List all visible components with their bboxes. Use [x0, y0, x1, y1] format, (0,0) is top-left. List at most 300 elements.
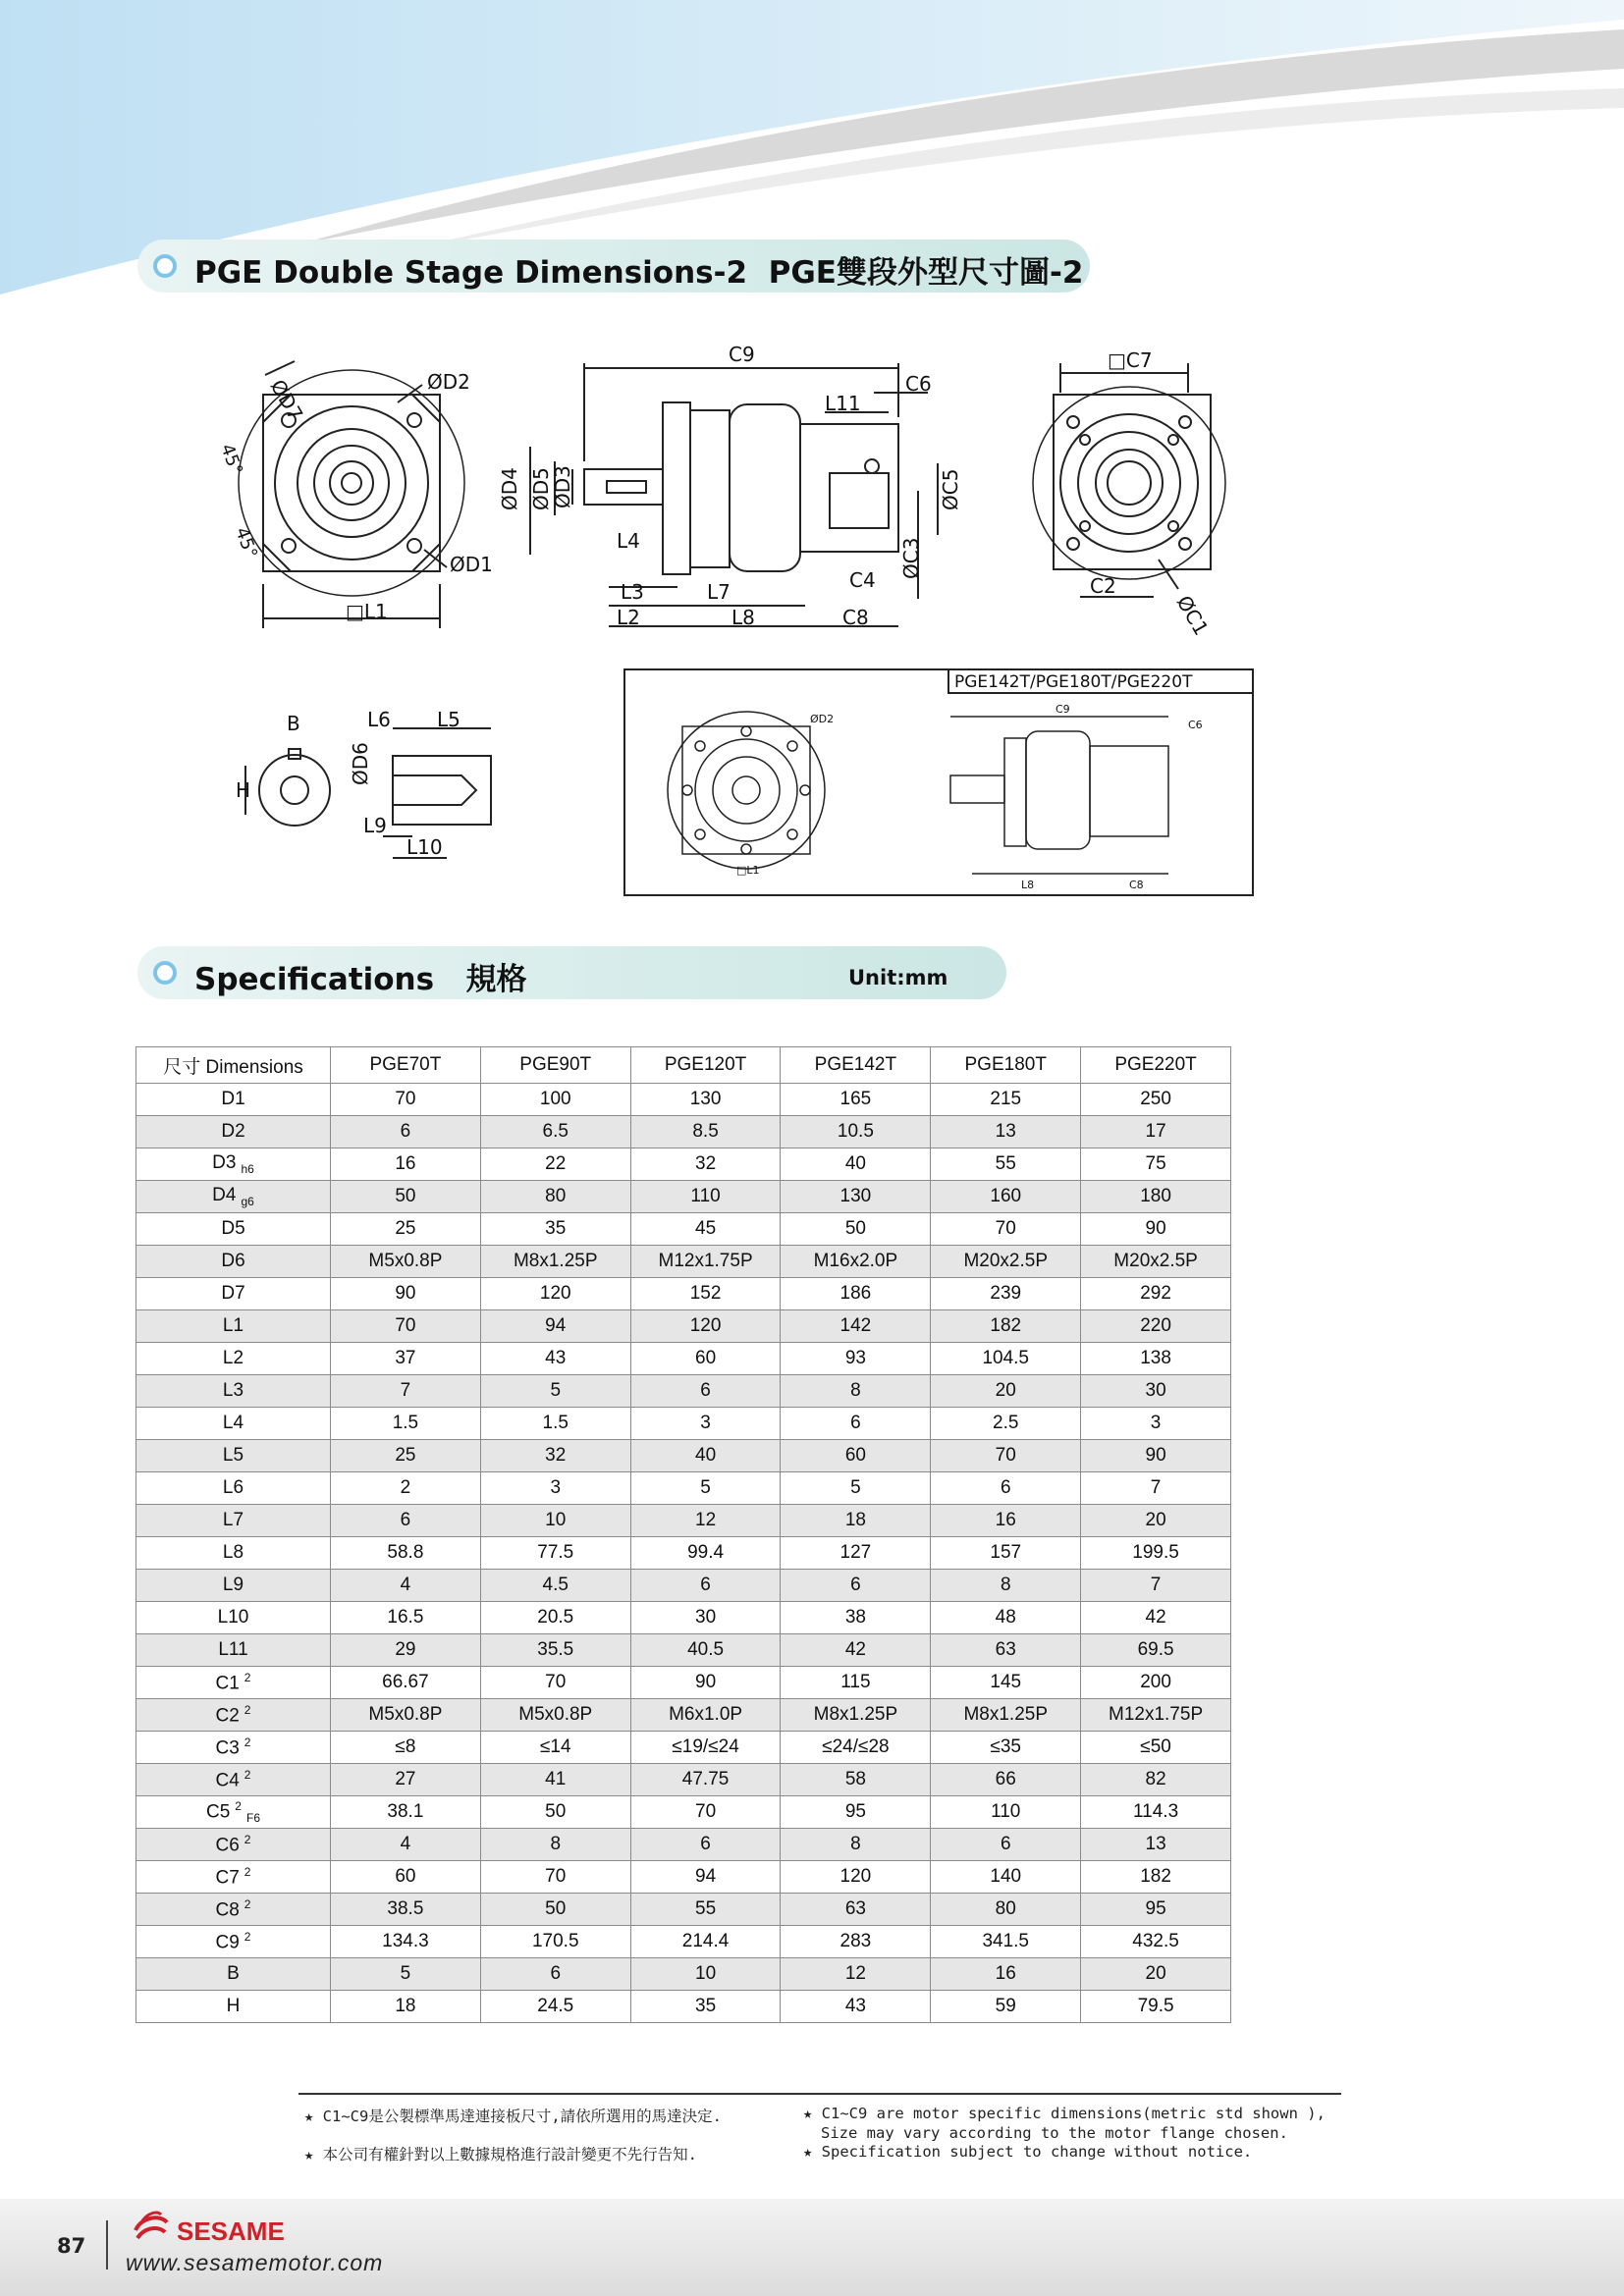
value-cell: 50	[781, 1213, 931, 1246]
value-cell: ≤19/≤24	[630, 1732, 781, 1764]
note-en-1: ★ C1~C9 are motor specific dimensions(metric std shown ),	[803, 2105, 1326, 2122]
table-row	[136, 1894, 1231, 1926]
value-cell: 110	[630, 1181, 781, 1213]
table-row	[136, 1148, 1231, 1181]
column-header-model: PGE120T	[630, 1047, 781, 1084]
value-cell: 94	[480, 1310, 630, 1343]
table-row	[136, 1991, 1231, 2023]
specifications-title-zh: 規格	[465, 962, 527, 997]
dimension-name: H	[226, 1996, 241, 2016]
value-cell: 5	[630, 1472, 781, 1505]
label-c6: C6	[905, 372, 932, 396]
notes-divider	[298, 2093, 1341, 2095]
table-header-row	[136, 1047, 1231, 1084]
dimension-name: L7	[222, 1510, 244, 1530]
note-zh-1: ★ C1~C9是公製標準馬達連接板尺寸,請依所選用的馬達決定.	[304, 2108, 722, 2125]
value-cell: 70	[331, 1084, 481, 1116]
value-cell: 90	[1081, 1213, 1231, 1246]
column-header-model: PGE220T	[1081, 1047, 1231, 1084]
dimension-note: 2	[244, 1929, 251, 1944]
value-cell: 199.5	[1081, 1537, 1231, 1570]
page-number: 87	[57, 2234, 86, 2258]
value-cell: 93	[781, 1343, 931, 1375]
value-cell: 70	[931, 1213, 1081, 1246]
dimension-name-cell	[136, 1796, 331, 1829]
value-cell: 58	[781, 1764, 931, 1796]
brand-name: SESAME	[177, 2216, 285, 2246]
value-cell: 130	[630, 1084, 781, 1116]
specifications-title	[194, 954, 526, 998]
value-cell: ≤8	[331, 1732, 481, 1764]
label-l1: □L1	[346, 600, 388, 623]
dimension-name-cell	[136, 1570, 331, 1602]
value-cell: 7	[331, 1375, 481, 1408]
value-cell: 114.3	[1081, 1796, 1231, 1829]
value-cell: 50	[331, 1181, 481, 1213]
value-cell: 6	[480, 1958, 630, 1991]
value-cell: M12x1.75P	[1081, 1699, 1231, 1732]
value-cell: M5x0.8P	[331, 1246, 481, 1278]
label-d4: ØD4	[498, 467, 521, 510]
dimension-name-cell	[136, 1958, 331, 1991]
value-cell: 100	[480, 1084, 630, 1116]
table-row	[136, 1732, 1231, 1764]
value-cell: 32	[480, 1440, 630, 1472]
value-cell: 8	[480, 1829, 630, 1861]
value-cell: 60	[781, 1440, 931, 1472]
value-cell: 6	[331, 1116, 481, 1148]
value-cell: 82	[1081, 1764, 1231, 1796]
dimension-name: D6	[221, 1251, 245, 1271]
value-cell: 4.5	[480, 1570, 630, 1602]
dimension-note: 2	[244, 1767, 251, 1782]
value-cell: 4	[331, 1829, 481, 1861]
value-cell: M8x1.25P	[781, 1699, 931, 1732]
table-row	[136, 1861, 1231, 1894]
label-c2: C2	[1090, 574, 1116, 598]
dimension-name: L8	[222, 1542, 244, 1563]
dimension-name: C5	[206, 1801, 231, 1823]
dimension-name: L5	[222, 1445, 244, 1466]
dimension-name-cell	[136, 1764, 331, 1796]
dimension-name-cell	[136, 1084, 331, 1116]
dimension-note: 2	[244, 1832, 251, 1846]
dimension-name-cell	[136, 1829, 331, 1861]
value-cell: ≤14	[480, 1732, 630, 1764]
value-cell: 165	[781, 1084, 931, 1116]
dimension-tolerance: F6	[245, 1811, 260, 1826]
dimension-name: C8	[215, 1899, 240, 1921]
value-cell: 20	[1081, 1958, 1231, 1991]
footer-background	[0, 2199, 1624, 2296]
table-row	[136, 1246, 1231, 1278]
dimension-name: L3	[222, 1380, 244, 1401]
dimension-name-cell	[136, 1246, 331, 1278]
value-cell: 8	[781, 1375, 931, 1408]
label-d5: ØD5	[529, 467, 553, 510]
value-cell: 63	[781, 1894, 931, 1926]
inset-label-c9: C9	[1056, 703, 1070, 716]
dimension-name: L4	[222, 1413, 244, 1433]
value-cell: 90	[331, 1278, 481, 1310]
value-cell: 115	[781, 1667, 931, 1699]
value-cell: 94	[630, 1861, 781, 1894]
value-cell: ≤35	[931, 1732, 1081, 1764]
value-cell: 27	[331, 1764, 481, 1796]
dimension-note: 2	[244, 1702, 251, 1717]
dimensions-title	[194, 247, 1083, 292]
value-cell: 6	[630, 1570, 781, 1602]
value-cell: 35	[480, 1213, 630, 1246]
value-cell: 200	[1081, 1667, 1231, 1699]
dimension-name-cell	[136, 1991, 331, 2023]
value-cell: 7	[1081, 1570, 1231, 1602]
dimension-note: 2	[244, 1864, 251, 1879]
label-l2: L2	[617, 606, 640, 629]
note-en-2: ★ Specification subject to change without notice.	[803, 2143, 1253, 2161]
front-view	[239, 361, 464, 628]
table-row	[136, 1537, 1231, 1570]
value-cell: 48	[931, 1602, 1081, 1634]
table-row	[136, 1796, 1231, 1829]
table-row	[136, 1958, 1231, 1991]
table-row	[136, 1505, 1231, 1537]
value-cell: 12	[781, 1958, 931, 1991]
dimension-note: 2	[235, 1798, 242, 1813]
value-cell: 90	[630, 1667, 781, 1699]
value-cell: 120	[781, 1861, 931, 1894]
note-en-1b: Size may vary according to the motor flange chosen.	[821, 2124, 1288, 2142]
table-row	[136, 1343, 1231, 1375]
value-cell: 40.5	[630, 1634, 781, 1667]
dimension-name-cell	[136, 1408, 331, 1440]
dimension-name: L6	[222, 1477, 244, 1498]
value-cell: 160	[931, 1181, 1081, 1213]
value-cell: 239	[931, 1278, 1081, 1310]
dimension-note: 2	[244, 1896, 251, 1911]
value-cell: 6	[630, 1375, 781, 1408]
dimension-name: C9	[215, 1932, 240, 1953]
value-cell: 25	[331, 1440, 481, 1472]
value-cell: 60	[630, 1343, 781, 1375]
label-d2: ØD2	[427, 370, 470, 394]
side-view	[530, 363, 938, 626]
dimension-name: C7	[215, 1867, 240, 1889]
table-row	[136, 1375, 1231, 1408]
value-cell: 37	[331, 1343, 481, 1375]
value-cell: 70	[480, 1861, 630, 1894]
value-cell: 66.67	[331, 1667, 481, 1699]
value-cell: 30	[630, 1602, 781, 1634]
value-cell: 22	[480, 1148, 630, 1181]
dimension-name: B	[227, 1963, 240, 1984]
table-row	[136, 1213, 1231, 1246]
value-cell: 43	[480, 1343, 630, 1375]
inset-drawing	[624, 669, 1253, 895]
dimension-name: L1	[222, 1315, 244, 1336]
value-cell: 66	[931, 1764, 1081, 1796]
dimension-name-cell	[136, 1343, 331, 1375]
value-cell: ≤24/≤28	[781, 1732, 931, 1764]
label-c8: C8	[842, 606, 869, 629]
value-cell: 40	[781, 1148, 931, 1181]
dimension-name: D2	[221, 1121, 245, 1142]
value-cell: 6.5	[480, 1116, 630, 1148]
label-c9: C9	[729, 343, 755, 366]
dimension-name: D1	[221, 1089, 245, 1109]
value-cell: 8	[781, 1829, 931, 1861]
dimension-name: C6	[215, 1835, 240, 1856]
value-cell: 4	[331, 1570, 481, 1602]
value-cell: 8	[931, 1570, 1081, 1602]
value-cell: 220	[1081, 1310, 1231, 1343]
value-cell: 120	[480, 1278, 630, 1310]
value-cell: 6	[931, 1829, 1081, 1861]
value-cell: 42	[781, 1634, 931, 1667]
footer-separator	[106, 2220, 108, 2269]
label-45-a: 45°	[216, 441, 246, 478]
dimension-name-cell	[136, 1861, 331, 1894]
label-c1: ØC1	[1171, 591, 1214, 640]
label-c3: ØC3	[899, 537, 923, 579]
inset-label-c6: C6	[1188, 719, 1203, 731]
value-cell: 157	[931, 1537, 1081, 1570]
value-cell: 6	[630, 1829, 781, 1861]
value-cell: 95	[781, 1796, 931, 1829]
table-row	[136, 1116, 1231, 1148]
table-row	[136, 1634, 1231, 1667]
dimension-name-cell	[136, 1181, 331, 1213]
value-cell: 142	[781, 1310, 931, 1343]
value-cell: M8x1.25P	[480, 1246, 630, 1278]
inset-label-l8: L8	[1021, 879, 1035, 891]
dimension-name-cell	[136, 1472, 331, 1505]
value-cell: 3	[630, 1408, 781, 1440]
table-row	[136, 1602, 1231, 1634]
label-l5: L5	[437, 708, 460, 731]
label-d3: ØD3	[551, 465, 574, 508]
value-cell: 16	[931, 1505, 1081, 1537]
dimension-name-cell	[136, 1926, 331, 1958]
table-row	[136, 1829, 1231, 1861]
value-cell: 10	[480, 1505, 630, 1537]
dimension-name-cell	[136, 1440, 331, 1472]
value-cell: 134.3	[331, 1926, 481, 1958]
value-cell: ≤50	[1081, 1732, 1231, 1764]
value-cell: 5	[480, 1375, 630, 1408]
label-l10: L10	[406, 835, 443, 859]
inset-title: PGE142T/PGE180T/PGE220T	[954, 672, 1193, 692]
label-l7: L7	[707, 580, 731, 604]
value-cell: 215	[931, 1084, 1081, 1116]
column-header-dimensions: 尺寸 Dimensions	[136, 1047, 331, 1084]
value-cell: 50	[480, 1796, 630, 1829]
value-cell: 60	[331, 1861, 481, 1894]
value-cell: 38.1	[331, 1796, 481, 1829]
dimension-name: D4	[212, 1185, 237, 1206]
value-cell: 152	[630, 1278, 781, 1310]
value-cell: 182	[931, 1310, 1081, 1343]
value-cell: 104.5	[931, 1343, 1081, 1375]
dimensions-title-zh: PGE雙段外型尺寸圖-2	[768, 255, 1084, 291]
label-d7: ØD7	[265, 375, 308, 425]
value-cell: 10	[630, 1958, 781, 1991]
value-cell: M5x0.8P	[480, 1699, 630, 1732]
value-cell: 38.5	[331, 1894, 481, 1926]
column-header-model: PGE180T	[931, 1047, 1081, 1084]
website-link[interactable]: www.sesamemotor.com	[126, 2250, 384, 2275]
value-cell: 2.5	[931, 1408, 1081, 1440]
value-cell: 180	[1081, 1181, 1231, 1213]
value-cell: 110	[931, 1796, 1081, 1829]
label-l8: L8	[731, 606, 755, 629]
value-cell: 95	[1081, 1894, 1231, 1926]
table-row	[136, 1440, 1231, 1472]
value-cell: 20	[931, 1375, 1081, 1408]
table-row	[136, 1699, 1231, 1732]
value-cell: 138	[1081, 1343, 1231, 1375]
value-cell: 13	[1081, 1829, 1231, 1861]
dimension-name-cell	[136, 1699, 331, 1732]
dimension-name-cell	[136, 1667, 331, 1699]
value-cell: 70	[931, 1440, 1081, 1472]
value-cell: 120	[630, 1310, 781, 1343]
table-row	[136, 1570, 1231, 1602]
column-header-model: PGE90T	[480, 1047, 630, 1084]
unit-label: Unit:mm	[848, 966, 948, 989]
value-cell: 7	[1081, 1472, 1231, 1505]
specifications-table	[135, 1046, 1231, 2023]
value-cell: 32	[630, 1148, 781, 1181]
inset-label-c8: C8	[1129, 879, 1144, 891]
value-cell: M16x2.0P	[781, 1246, 931, 1278]
value-cell: 47.75	[630, 1764, 781, 1796]
label-c5: ØC5	[939, 468, 962, 510]
value-cell: 70	[480, 1667, 630, 1699]
dimension-name-cell	[136, 1213, 331, 1246]
value-cell: 6	[331, 1505, 481, 1537]
value-cell: M5x0.8P	[331, 1699, 481, 1732]
value-cell: 8.5	[630, 1116, 781, 1148]
value-cell: 10.5	[781, 1116, 931, 1148]
dimension-name: L2	[222, 1348, 244, 1368]
dimension-name: C3	[215, 1737, 240, 1759]
value-cell: M6x1.0P	[630, 1699, 781, 1732]
value-cell: M20x2.5P	[1081, 1246, 1231, 1278]
value-cell: 29	[331, 1634, 481, 1667]
dimension-note: 2	[244, 1670, 251, 1684]
value-cell: 80	[931, 1894, 1081, 1926]
value-cell: M12x1.75P	[630, 1246, 781, 1278]
value-cell: 70	[331, 1310, 481, 1343]
dimensions-title-en: PGE Double Stage Dimensions-2	[194, 255, 748, 291]
value-cell: 130	[781, 1181, 931, 1213]
value-cell: 18	[331, 1991, 481, 2023]
dimension-name-cell	[136, 1375, 331, 1408]
value-cell: 40	[630, 1440, 781, 1472]
dimension-note: h6	[241, 1161, 254, 1176]
dimension-drawing	[0, 324, 1624, 913]
value-cell: 145	[931, 1667, 1081, 1699]
value-cell: 432.5	[1081, 1926, 1231, 1958]
table-row	[136, 1278, 1231, 1310]
value-cell: 6	[781, 1408, 931, 1440]
value-cell: 3	[480, 1472, 630, 1505]
value-cell: 127	[781, 1537, 931, 1570]
value-cell: 80	[480, 1181, 630, 1213]
table-row	[136, 1408, 1231, 1440]
label-h: H	[236, 778, 251, 802]
dimension-note: 2	[244, 1735, 251, 1749]
table-row	[136, 1764, 1231, 1796]
dimension-name: L11	[218, 1639, 248, 1660]
bullet-icon	[153, 254, 177, 278]
dimension-name-cell	[136, 1602, 331, 1634]
value-cell: 5	[781, 1472, 931, 1505]
label-l11: L11	[825, 392, 861, 415]
dimension-name-cell	[136, 1732, 331, 1764]
table-row	[136, 1667, 1231, 1699]
label-45-b: 45°	[231, 524, 261, 561]
dimension-name: L10	[217, 1607, 249, 1628]
value-cell: 77.5	[480, 1537, 630, 1570]
value-cell: 35	[630, 1991, 781, 2023]
value-cell: M8x1.25P	[931, 1699, 1081, 1732]
table-row	[136, 1310, 1231, 1343]
label-c7: □C7	[1108, 348, 1153, 372]
value-cell: 25	[331, 1213, 481, 1246]
value-cell: 55	[931, 1148, 1081, 1181]
value-cell: 140	[931, 1861, 1081, 1894]
value-cell: 38	[781, 1602, 931, 1634]
dimension-name: C2	[215, 1705, 240, 1727]
value-cell: 5	[331, 1958, 481, 1991]
dimension-name-cell	[136, 1116, 331, 1148]
bullet-icon	[153, 961, 177, 985]
value-cell: 58.8	[331, 1537, 481, 1570]
value-cell: 42	[1081, 1602, 1231, 1634]
value-cell: 43	[781, 1991, 931, 2023]
value-cell: 24.5	[480, 1991, 630, 2023]
dimension-name-cell	[136, 1894, 331, 1926]
value-cell: 99.4	[630, 1537, 781, 1570]
dimension-name: L9	[222, 1575, 244, 1595]
value-cell: 12	[630, 1505, 781, 1537]
dimension-name: C4	[215, 1770, 240, 1791]
dimension-name-cell	[136, 1634, 331, 1667]
value-cell: 6	[931, 1472, 1081, 1505]
table-row	[136, 1472, 1231, 1505]
dimension-name: D7	[221, 1283, 245, 1304]
value-cell: 16	[931, 1958, 1081, 1991]
value-cell: 1.5	[331, 1408, 481, 1440]
value-cell: 3	[1081, 1408, 1231, 1440]
value-cell: 50	[480, 1894, 630, 1926]
value-cell: 75	[1081, 1148, 1231, 1181]
inset-label-d2: ØD2	[810, 713, 835, 725]
value-cell: 69.5	[1081, 1634, 1231, 1667]
label-c4: C4	[849, 568, 876, 592]
value-cell: 16	[331, 1148, 481, 1181]
label-l9: L9	[363, 814, 387, 837]
value-cell: 63	[931, 1634, 1081, 1667]
specifications-title-en: Specifications	[194, 962, 435, 997]
value-cell: 292	[1081, 1278, 1231, 1310]
label-l4: L4	[617, 529, 640, 553]
value-cell: 13	[931, 1116, 1081, 1148]
table-row	[136, 1084, 1231, 1116]
value-cell: 20.5	[480, 1602, 630, 1634]
